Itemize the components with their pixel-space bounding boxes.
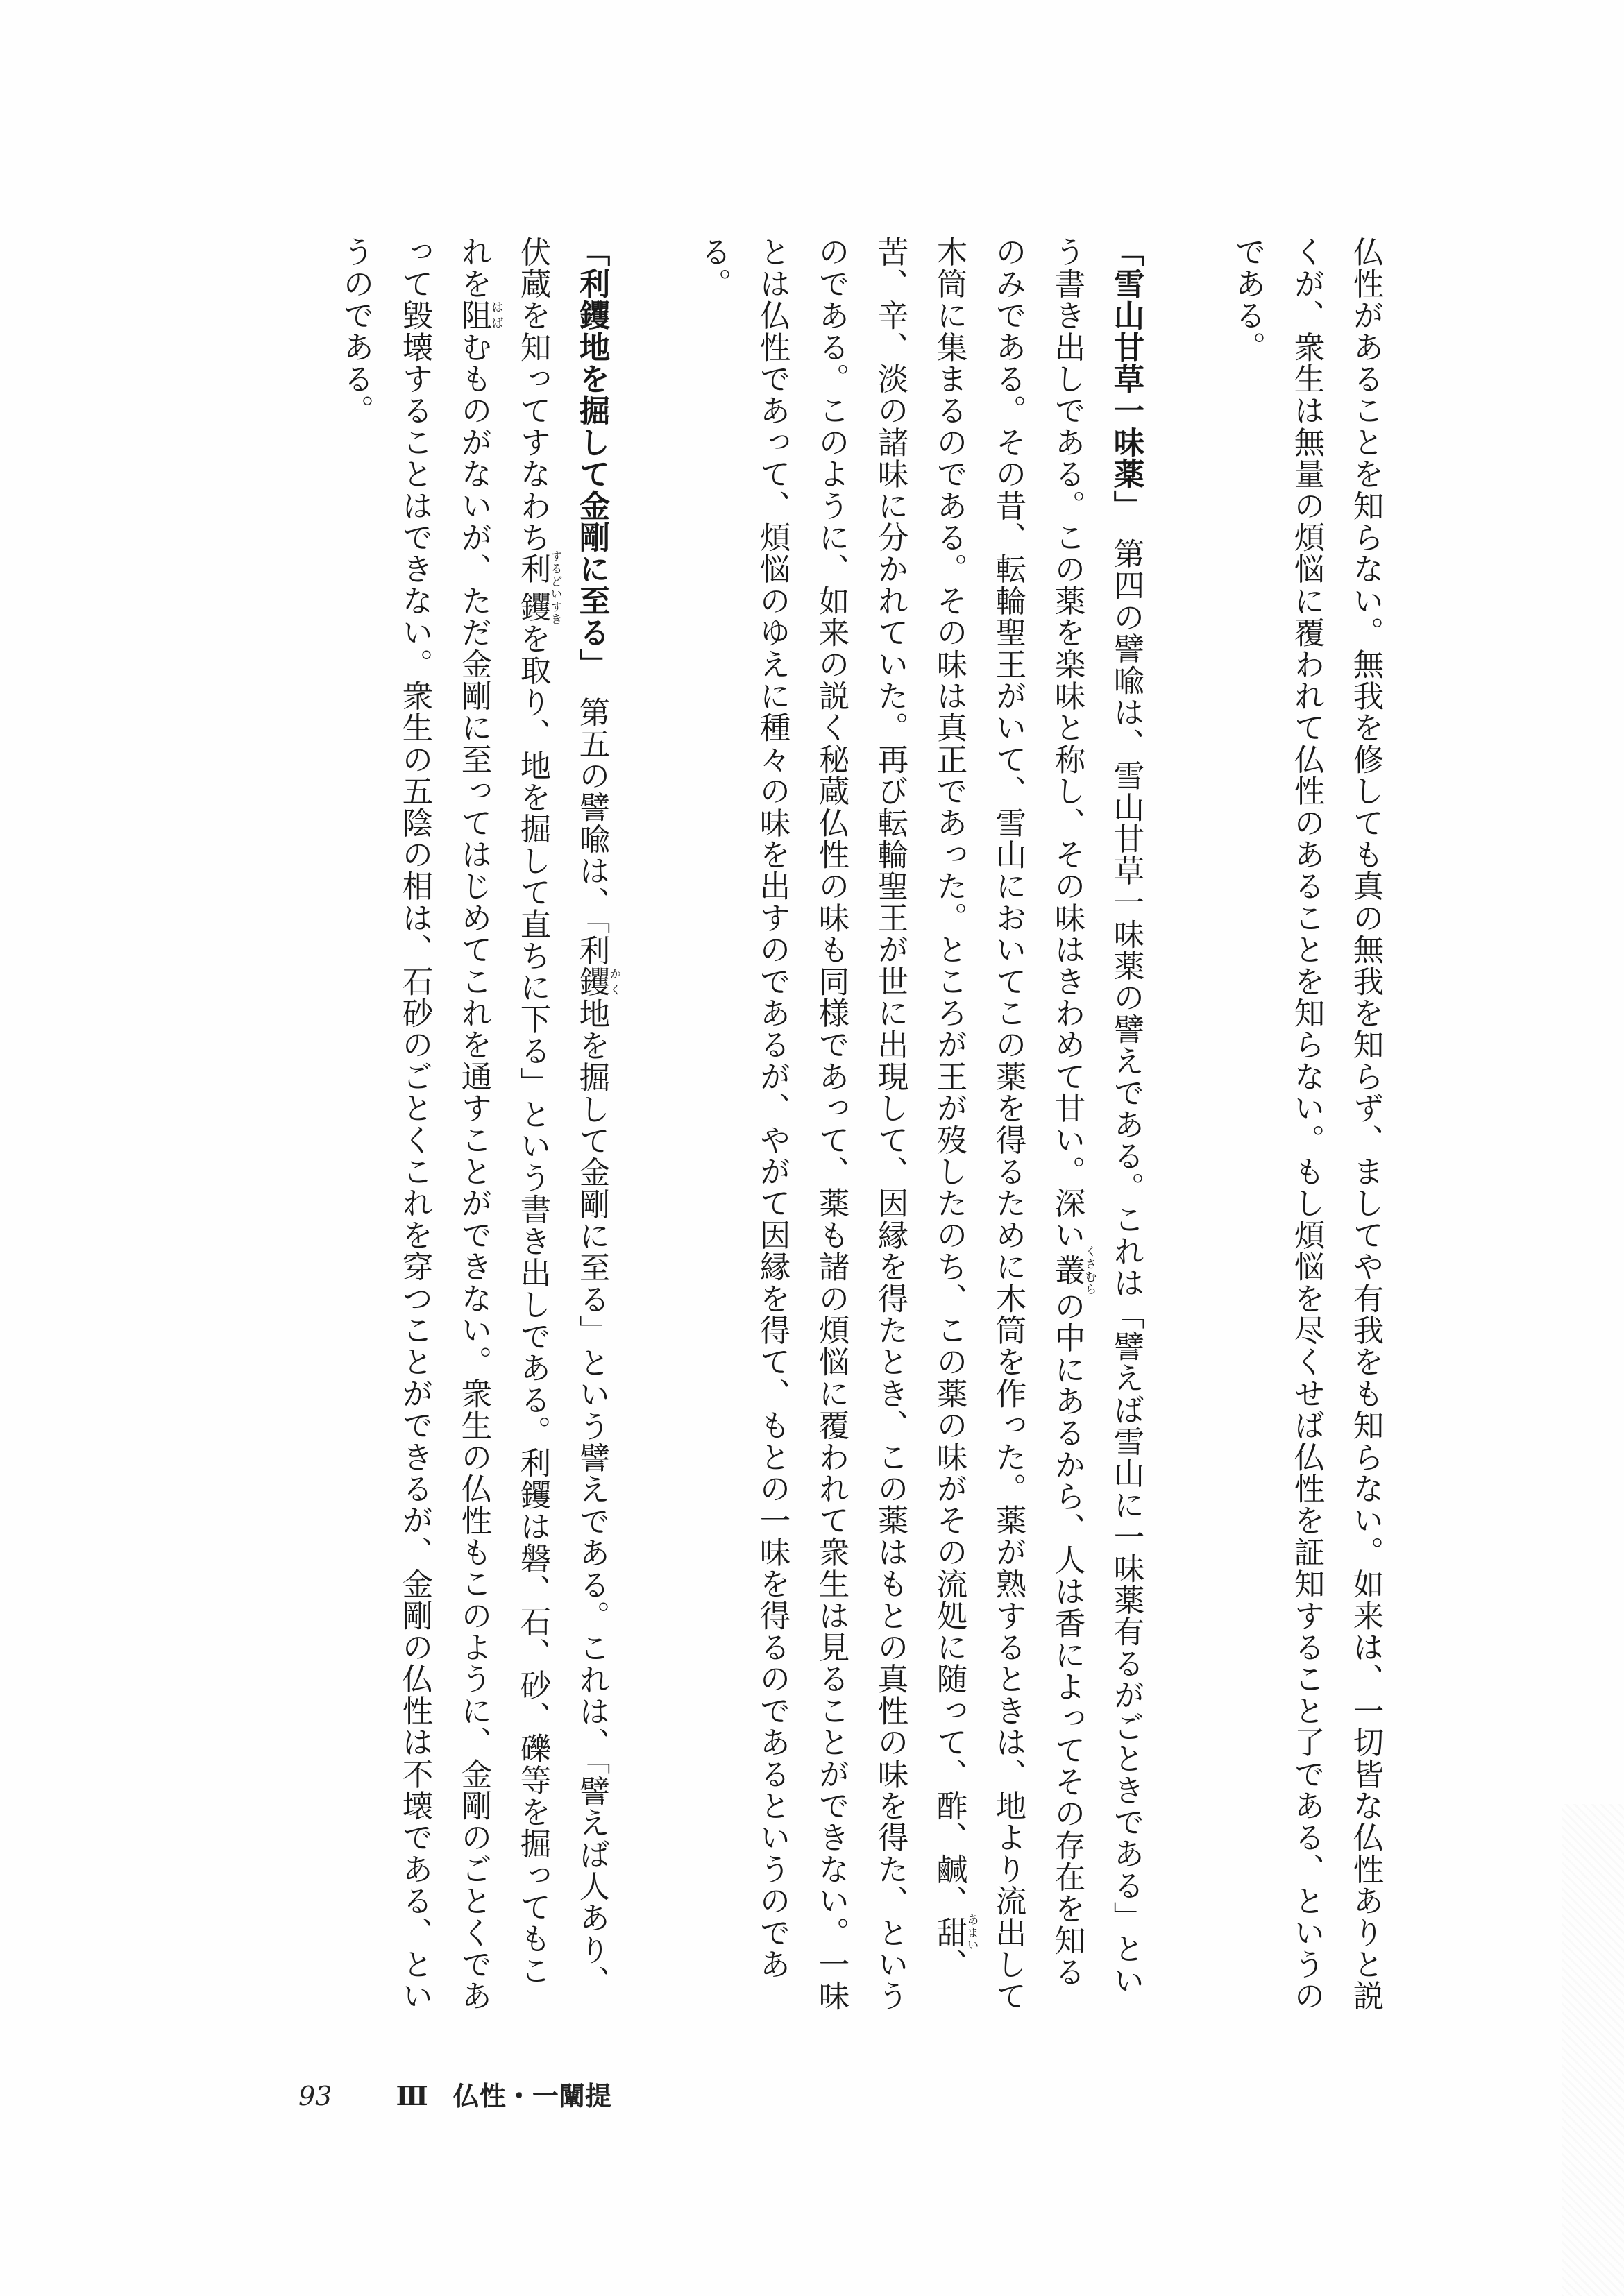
ruby-annotation: 甜あまい [931,1913,979,1952]
page-footer [298,2075,611,2113]
paragraph-2 [684,236,1156,2012]
ruby-annotation: 阻はば [456,299,503,332]
text-run: 、苦、辛、淡の諸味に分かれていた。再び転輪聖王が世に出現して、因縁を得たとき、この薬はもとの真性の味を得た、というのである。このように、如来の説く秘蔵仏性の味も同様であって、薬も諸の煩悩に覆われて衆生は見ることができない。一味とは仏性であって、煩悩のゆえに種々の味を出すのであるが、やがて因縁を得て、もとの一味を得るのであるというのである。 [695,236,967,2012]
body-text [160,236,1395,2012]
running-header-title: 仏性・一闡提 [452,2081,611,2111]
paragraph-1 [1218,236,1395,2012]
ruby-annotation: 叢くさむら [1049,1245,1097,1296]
scan-edge-noise [1562,1804,1624,2296]
text-run: を取り、地を掘して直ちに下る」という書き出しである。利钁は磐、石、砂、礫等を掘ってもこれを [456,236,550,1987]
text-run: むものがないが、ただ金剛に至ってはじめてこれを通すことができない。衆生の仏性もこのように、金剛のごとくであって毀壊することはできない。衆生の五陰の相は、石砂のごとくこれを穿つことができるが、金剛の仏性は不壊である、というのである。 [338,236,491,2012]
text-run: の中にあるから、人は香によってその存在を知るのみである。その昔、転輪聖王がいて、雪山においてこの薬を得るために木筒を作った。薬が熟するときは、地より流出して木筒に集まるのである。その味は真正であった。ところが王が歿したのち、この薬の味がその流処に随って、酢、鹹、 [931,236,1085,2012]
section-heading: 「利钁地を掘して金剛に至る」 [574,236,609,665]
section-heading: 「雪山甘草一味薬」 [1108,236,1144,507]
text-run: 地を掘して金剛に至る」という譬えである。これは、「譬えば人あり、伏蔵を知ってすなわち [515,236,609,1998]
text-run: 第五の譬喩は、「利 [574,664,609,967]
ruby-annotation: 钁かく [574,966,621,998]
ruby-annotation: 利钁するどいすき [515,550,562,626]
text-run: 第四の譬喩は、雪山甘草一味薬の譬えである。これは「譬えば雪山に一味薬有るがごときである」という書き出しである。この薬を楽味と称し、その味はきわめて甘い。深い [1049,236,1144,1996]
page-number: 93 [298,2081,332,2111]
text-run: 仏性があることを知らない。無我を修しても真の無我を知らず、ましてや有我をも知らない。如来は、一切皆な仏性ありと説くが、衆生は無量の煩悩に覆われて仏性のあることを知らない。もし煩悩を尽くせば仏性を証知すること了である、というのである。 [1230,236,1383,2012]
paragraph-3 [326,236,621,2012]
chapter-mark: Ⅲ [396,2080,428,2111]
